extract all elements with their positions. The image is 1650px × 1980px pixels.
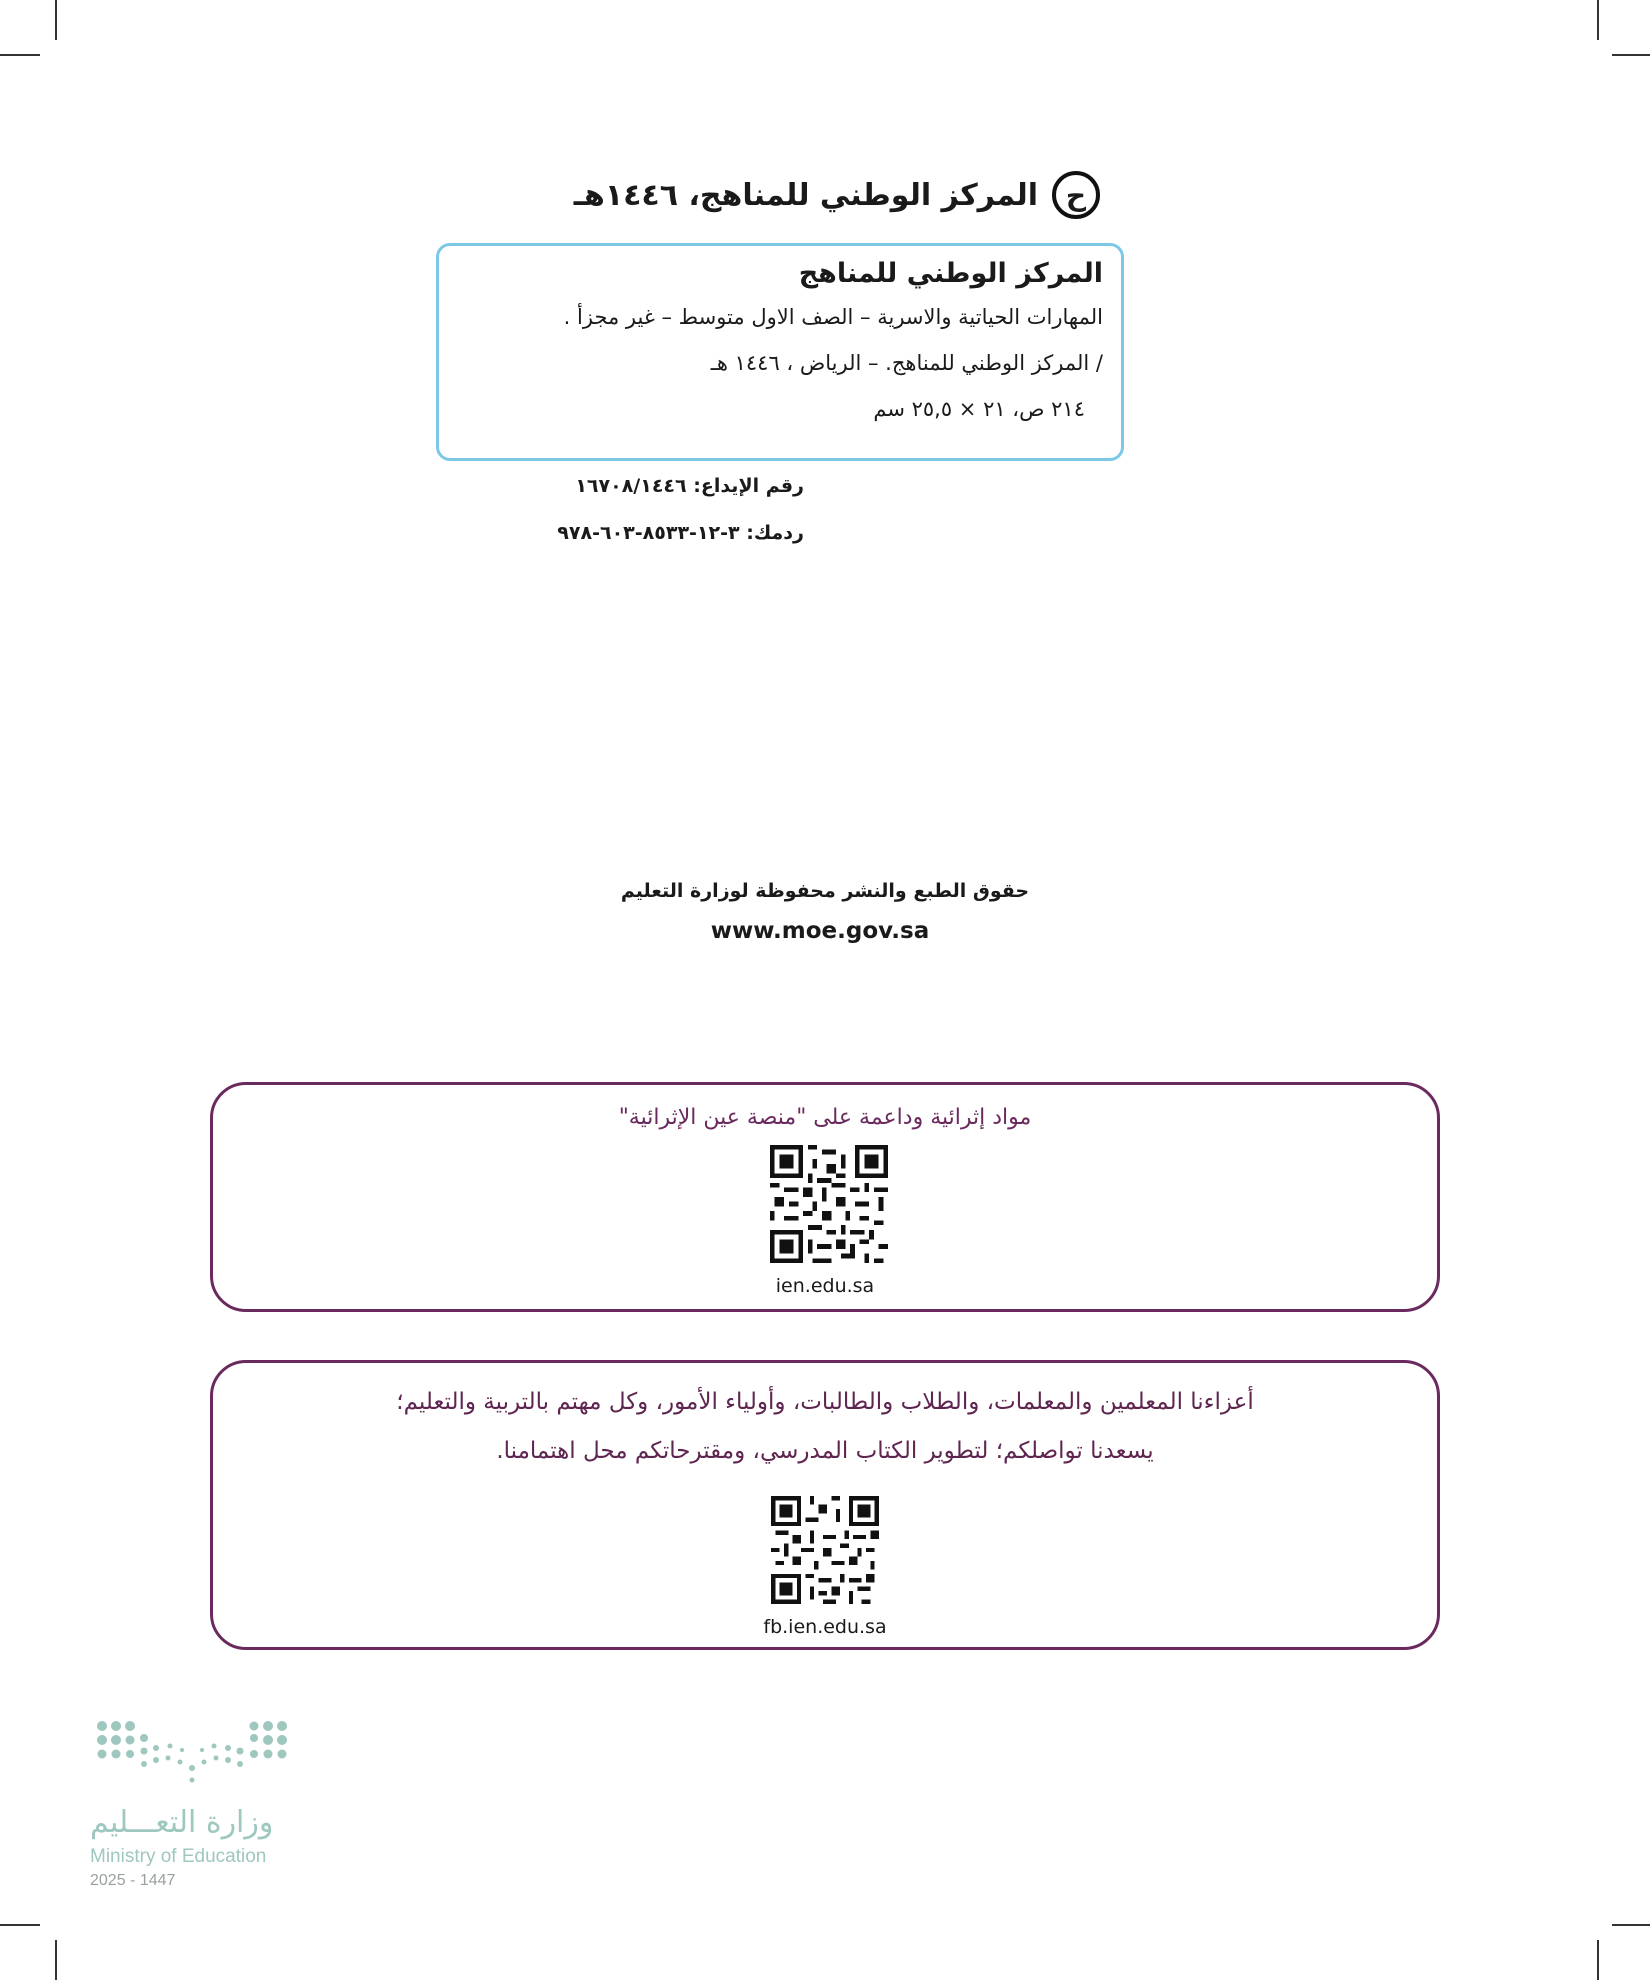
crop-mark-top-left-v xyxy=(55,0,57,40)
enrichment-text: مواد إثرائية وداعمة على "منصة عين الإثرائية" xyxy=(618,1105,1032,1130)
cip-title: المركز الوطني للمناهج xyxy=(798,258,1103,289)
crop-mark-bottom-left-h xyxy=(0,1924,40,1926)
crop-mark-bottom-left-v xyxy=(55,1940,57,1980)
ien-qr-code[interactable] xyxy=(770,1145,888,1263)
cip-line-2: / المركز الوطني للمناهج. – الرياض ، ١٤٤٦ هـ xyxy=(710,351,1103,375)
isbn-number: ردمك: ٣-١٢-٨٥٣٣-٦٠٣-٩٧٨ xyxy=(557,522,804,544)
ministry-logo-english: Ministry of Education xyxy=(90,1846,267,1867)
crop-mark-top-left-h xyxy=(0,54,40,56)
crop-mark-bottom-right-v xyxy=(1597,1940,1599,1980)
enrichment-panel xyxy=(210,1082,1440,1312)
crop-mark-top-right-v xyxy=(1597,0,1599,40)
ien-url[interactable]: ien.edu.sa xyxy=(775,1275,875,1297)
feedback-qr-code[interactable] xyxy=(771,1496,879,1604)
ministry-logo-year: 2025 - 1447 xyxy=(90,1872,176,1889)
feedback-text-line-2: يسعدنا تواصلكم؛ لتطوير الكتاب المدرسي، ومقترحاتكم محل اهتمامنا. xyxy=(496,1438,1154,1464)
cip-line-3: ٢١٤ ص، ٢١ × ٢٥,٥ سم xyxy=(873,397,1085,421)
ministry-logo-arabic: وزارة التعـــليم xyxy=(90,1805,274,1840)
copyright-title: المركز الوطني للمناهج، ١٤٤٦هـ xyxy=(573,177,1038,213)
cip-line-1: المهارات الحياتية والاسرية – الصف الاول متوسط – غير مجزأ . xyxy=(563,305,1103,329)
feedback-url[interactable]: fb.ien.edu.sa xyxy=(763,1616,887,1638)
deposit-number: رقم الإيداع: ١٦٧٠٨/١٤٤٦ xyxy=(575,475,804,497)
cip-record-box xyxy=(436,243,1124,461)
copyright-heading xyxy=(560,165,1100,225)
ministry-website-link[interactable]: www.moe.gov.sa xyxy=(710,918,930,944)
feedback-panel xyxy=(210,1360,1440,1650)
feedback-text-line-1: أعزاءنا المعلمين والمعلمات، والطلاب والطالبات، وأولياء الأمور، وكل مهتم بالتربية والتعليم؛ xyxy=(396,1389,1254,1415)
crop-mark-bottom-right-h xyxy=(1612,1924,1650,1926)
crop-mark-top-right-h xyxy=(1612,54,1650,56)
copyright-symbol: ح xyxy=(1052,171,1100,219)
rights-statement: حقوق الطبع والنشر محفوظة لوزارة التعليم xyxy=(620,880,1030,902)
ministry-logo-mark xyxy=(90,1718,300,1790)
